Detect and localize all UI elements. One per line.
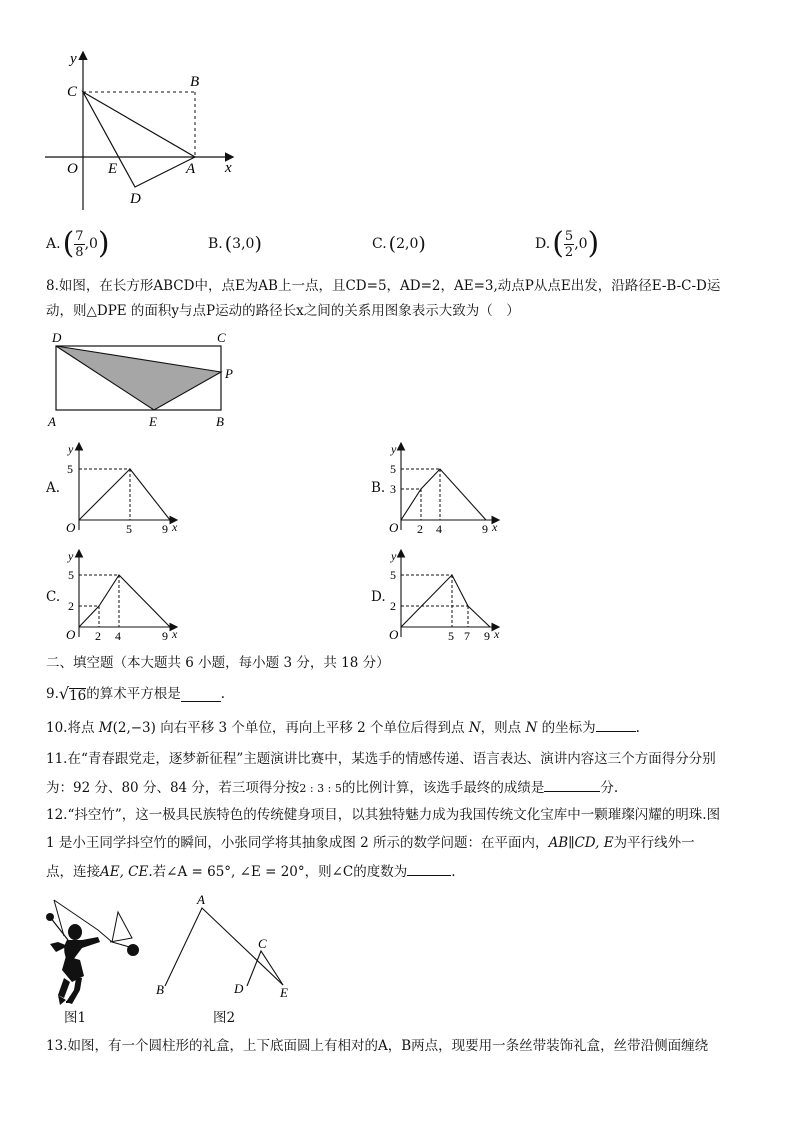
label-c: C <box>217 330 226 345</box>
svg-text:y: y <box>391 549 397 563</box>
label-a: A <box>186 161 196 177</box>
q7-options <box>46 222 746 266</box>
graph-option-a <box>62 438 187 536</box>
option-d: D. ( 5 2 ,0 ) <box>535 226 600 261</box>
graph-option-b <box>384 438 509 536</box>
tick-x-5: 5 <box>126 522 132 536</box>
tick-x-7: 7 <box>464 629 470 643</box>
figure2-caption: 图2 <box>213 1010 236 1026</box>
label-d: D <box>130 191 141 207</box>
tick-y-5: 5 <box>68 568 74 582</box>
q8-line2: 动，则△DPE 的面积y与点P运动的路径长x之间的关系用图象表示大致为（ ） <box>46 303 520 319</box>
q12-line1: 12.“抖空竹”，这一极具民族特色的传统健身项目，以其独特魅力成为我国传统文化宝库中一颗璀璨闪耀的明珠.图 <box>46 807 721 823</box>
svg-text:E: E <box>280 985 288 1000</box>
tick-x-2: 2 <box>417 522 423 536</box>
tick-x-9: 9 <box>484 629 490 643</box>
tick-y-5: 5 <box>390 462 396 476</box>
graph-b-line <box>401 469 486 520</box>
svg-text:D: D <box>234 981 244 996</box>
q9: 9. √ 16 的算术平方根是 . <box>46 684 226 704</box>
graph-option-c <box>62 545 187 643</box>
tick-x-9: 9 <box>482 522 488 536</box>
svg-text:x: x <box>172 520 178 534</box>
svg-text:O: O <box>66 520 76 535</box>
q10: 10.将点 M(2,−3) 向右平移 3 个单位，再向上平移 2 个单位后得到点 N，则点 N 的坐标为 . <box>46 717 640 738</box>
svg-text:y: y <box>391 442 397 456</box>
tick-y-2: 2 <box>390 599 396 613</box>
q9-blank[interactable] <box>181 687 221 702</box>
q7-coordinate-figure <box>40 45 250 215</box>
triangle-dpe <box>56 346 221 410</box>
q12-blank[interactable] <box>407 861 451 876</box>
tick-y-3: 3 <box>390 482 396 496</box>
q13-line1: 13.如图，有一个圆柱形的礼盒，上下底面圆上有相对的A，B两点，现要用一条丝带装饰礼盒，丝带沿侧面缠绕 <box>46 1038 709 1054</box>
tick-x-9: 9 <box>162 629 168 643</box>
svg-text:x: x <box>172 627 178 641</box>
q11-line2: 为：92 分、80 分、84 分，若三项得分按2 : 3 : 5的比例计算，该选手最终的成绩是 分. <box>46 777 618 799</box>
graph-d-label: D. <box>371 589 386 605</box>
option-a: A. ( 7 8 ,0 ) <box>46 226 110 261</box>
svg-text:x: x <box>492 520 498 534</box>
graph-a-line <box>79 469 170 520</box>
fraction-5-2: 5 2 <box>564 228 574 260</box>
label-b: B <box>216 414 224 429</box>
tick-y-2: 2 <box>68 599 74 613</box>
graph-b-label: B. <box>371 480 386 496</box>
label-x: x <box>225 160 232 176</box>
q11-blank[interactable] <box>544 777 600 792</box>
graph-c-line <box>79 575 170 627</box>
label-c: C <box>67 84 78 100</box>
label-e: E <box>108 161 118 177</box>
svg-text:x: x <box>494 627 500 641</box>
sqrt-16: √ 16 <box>58 684 87 704</box>
fraction-7-8: 7 8 <box>75 228 84 260</box>
svg-text:O: O <box>389 520 399 535</box>
graph-option-d <box>384 545 509 643</box>
tick-x-5: 5 <box>448 629 454 643</box>
graph-c-label: C. <box>46 589 61 605</box>
tick-x-2: 2 <box>95 629 101 643</box>
svg-text:C: C <box>258 936 267 951</box>
label-b: B <box>190 74 200 90</box>
q11-line1: 11.在“青春跟党走，逐梦新征程”主题演讲比赛中，某选手的情感传递、语言表达、演讲内容这三个方面得分分别 <box>46 751 716 767</box>
option-c: C. ( 2,0 ) <box>372 233 426 255</box>
q10-blank[interactable] <box>596 717 636 732</box>
label-d: D <box>52 330 62 345</box>
q8-rectangle-figure <box>44 330 244 432</box>
label-o: O <box>67 161 78 177</box>
tick-y-5: 5 <box>67 462 73 476</box>
q12-line3: 点，连接AE, CE.若∠A = 65°, ∠E = 20°，则∠C的度数为 . <box>46 861 456 882</box>
svg-text:O: O <box>389 627 399 642</box>
svg-text:y: y <box>68 442 74 456</box>
figure1-diabolo-player <box>40 890 150 1030</box>
label-a: A <box>48 414 56 429</box>
svg-text:B: B <box>156 982 164 997</box>
tick-x-4: 4 <box>115 629 121 643</box>
option-b: B. ( 3,0 ) <box>208 233 262 255</box>
svg-text:y: y <box>68 549 74 563</box>
q8-line1: 8.如图，在长方形ABCD中，点E为AB上一点，且CD=5，AD=2，AE=3,动点P从点E出发，沿路径E-B-C-D运 <box>46 278 721 294</box>
triangle-cad <box>83 92 195 187</box>
tick-y-5: 5 <box>390 568 396 582</box>
label-y: y <box>70 51 77 67</box>
graph-a-label: A. <box>46 480 61 496</box>
q12-line2: 1 是小王同学抖空竹的瞬间，小张同学将其抽象成图 2 所示的数学问题：在平面内，AB∥CD, E为平行线外一 <box>46 835 695 851</box>
section-heading: 二、填空题（本大题共 6 小题，每小题 3 分，共 18 分） <box>46 655 390 671</box>
label-p: P <box>225 366 233 381</box>
svg-text:A: A <box>197 892 205 907</box>
svg-text:O: O <box>66 627 76 642</box>
tick-x-9: 9 <box>162 522 168 536</box>
label-e: E <box>149 414 157 429</box>
graph-d-line <box>401 575 490 627</box>
tick-x-4: 4 <box>436 522 442 536</box>
figure2-parallel-lines <box>150 890 300 1000</box>
figure1-caption: 图1 <box>64 1010 87 1026</box>
